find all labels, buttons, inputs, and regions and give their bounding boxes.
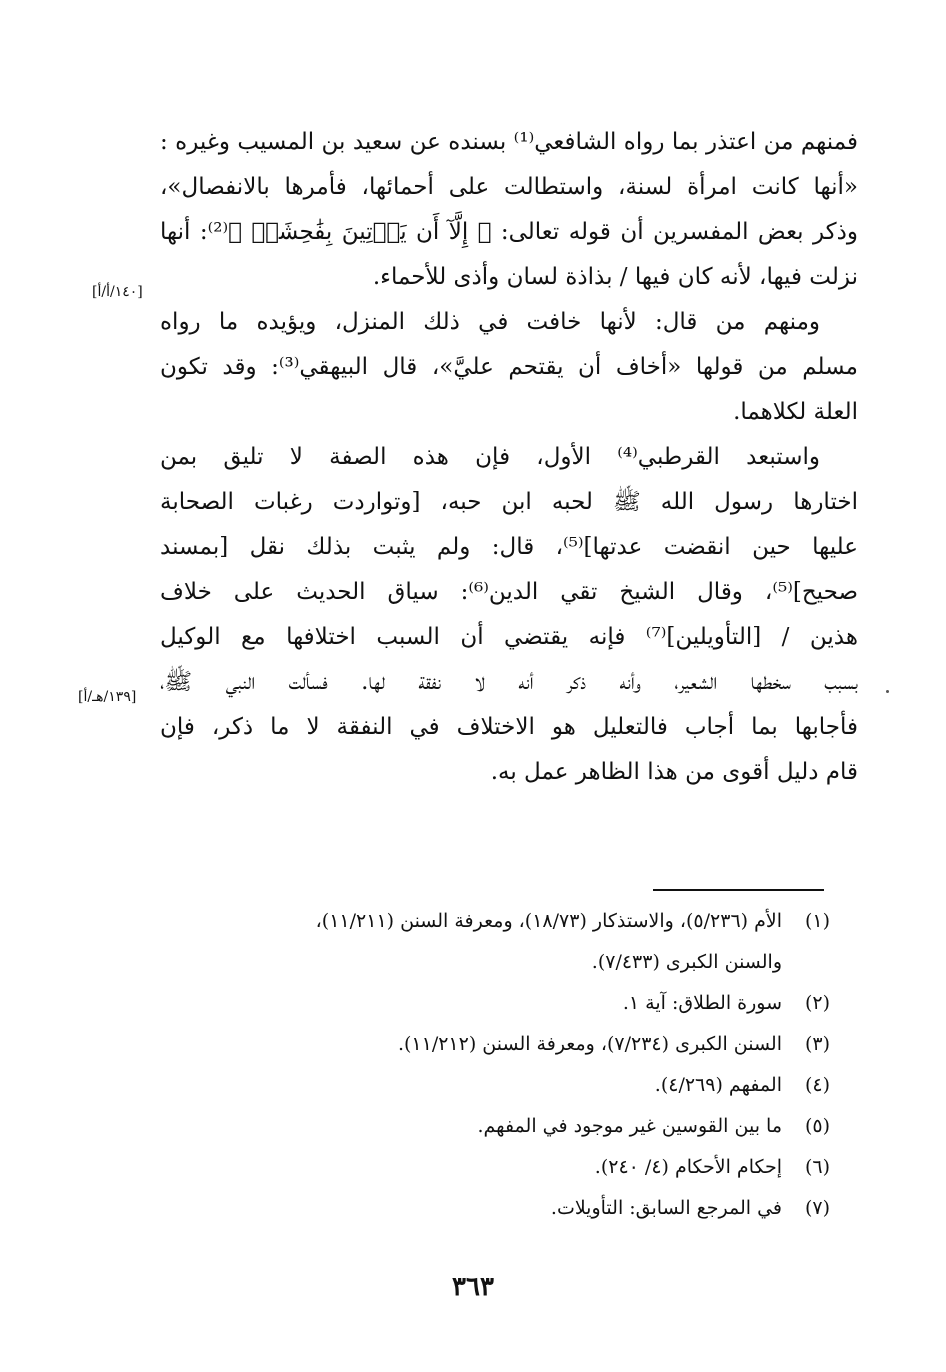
footnote-text: سورة الطلاق: آية ١. bbox=[622, 992, 782, 1014]
footnote-number: (٤) bbox=[804, 1074, 830, 1096]
text-line: نزلت فيها، لأنه كان فيها / بذاذة لسان وأذى للأحماء. bbox=[372, 264, 858, 290]
footnote-text bbox=[150, 905, 782, 979]
text-line: «أنها كانت امرأة لسنة، واستطالت على أحمائها، فأمرها بالانفصال»، bbox=[160, 174, 858, 200]
footnote bbox=[150, 1192, 830, 1225]
footnote bbox=[150, 1028, 830, 1061]
margin-dot bbox=[886, 690, 889, 693]
footnote-number: (٦) bbox=[804, 1156, 830, 1178]
footnote-text: المفهم (٤/٢٦٩). bbox=[654, 1074, 782, 1096]
text-line: اختارها رسول الله ﷺ لحبه ابن حبه، [وتواردت رغبات الصحابة bbox=[160, 489, 858, 515]
margin-folio-reference: [١٣٩/هـ/أ] bbox=[78, 689, 137, 705]
text-line: وذكر بعض المفسرين أن قوله تعالى: ﴿ إِلَّآ أَن يَأۡتِينَ بِفَٰحِشَةٖ ﴾⁽²⁾: أنها bbox=[160, 219, 858, 245]
footnote-number: (٣) bbox=[804, 1033, 830, 1055]
text-line: هذين / [التأويلين]⁽⁷⁾ فإنه يقتضي أن السبب اختلافها مع الوكيل bbox=[160, 624, 859, 650]
footnote-number: (٥) bbox=[804, 1115, 830, 1137]
text-line: فأجابها بما أجاب فالتعليل هو الاختلاف في النفقة لا ما ذكر، فإن bbox=[160, 714, 858, 740]
footnote bbox=[150, 905, 830, 979]
footnote-separator bbox=[653, 889, 824, 891]
footnote-line: والسنن الكبرى (٧/٤٣٣). bbox=[591, 951, 782, 973]
footnote-line: الأم (٥/٢٣٦)، والاستذكار (١٨/٧٣)، ومعرفة السنن (١١/٢١١)، bbox=[315, 910, 782, 932]
text-line: قام دليل أقوى من هذا الظاهر عمل به. bbox=[490, 759, 858, 785]
footnotes bbox=[150, 905, 830, 1225]
margin-folio-reference: [١٤٠/أ/أ] bbox=[92, 284, 143, 300]
footnote-text: ما بين القوسين غير موجود في المفهم. bbox=[477, 1115, 782, 1137]
text-line: واستبعد القرطبي⁽⁴⁾ الأول، فإن هذه الصفة لا تليق بمن bbox=[160, 444, 820, 470]
text-line: مسلم من قولها «أخاف أن يقتحم عليَّ»، قال البيهقي⁽³⁾: وقد تكون bbox=[160, 354, 858, 380]
page-number: ٣٦٣ bbox=[452, 1272, 494, 1302]
text-line: بسبب سخطها الشعير، وأنه ذكر أنه لا نفقة لها. فسألت النبي ﷺ، bbox=[160, 669, 858, 695]
footnote-text: السنن الكبرى (٧/٢٣٤)، ومعرفة السنن (١١/٢١٢). bbox=[397, 1033, 782, 1055]
footnote-text: في المرجع السابق: التأويلات. bbox=[550, 1197, 782, 1219]
footnote bbox=[150, 987, 830, 1020]
footnote-number: (٢) bbox=[804, 992, 830, 1014]
text-line: ومنهم من قال: لأنها خافت في ذلك المنزل، ويؤيده ما رواه bbox=[160, 309, 820, 335]
text-line: العلة لكلاهما. bbox=[733, 399, 858, 425]
main-text bbox=[160, 120, 858, 795]
footnote-text: إحكام الأحكام (٤/ ٢٤٠). bbox=[594, 1156, 782, 1178]
text-line: فمنهم من اعتذر بما رواه الشافعي⁽¹⁾ بسنده عن سعيد بن المسيب وغيره : bbox=[160, 129, 859, 155]
footnote bbox=[150, 1151, 830, 1184]
footnote bbox=[150, 1110, 830, 1143]
footnote-number: (١) bbox=[804, 910, 830, 932]
text-line: صحيح]⁽⁵⁾، وقال الشيخ تقي الدين⁽⁶⁾: سياق الحديث على خلاف bbox=[160, 579, 858, 605]
text-line: عليها حين انقضت عدتها]⁽⁵⁾، قال: ولم يثبت بذلك نقل [بمسند bbox=[160, 534, 859, 560]
footnote-number: (٧) bbox=[804, 1197, 830, 1219]
footnote bbox=[150, 1069, 830, 1102]
